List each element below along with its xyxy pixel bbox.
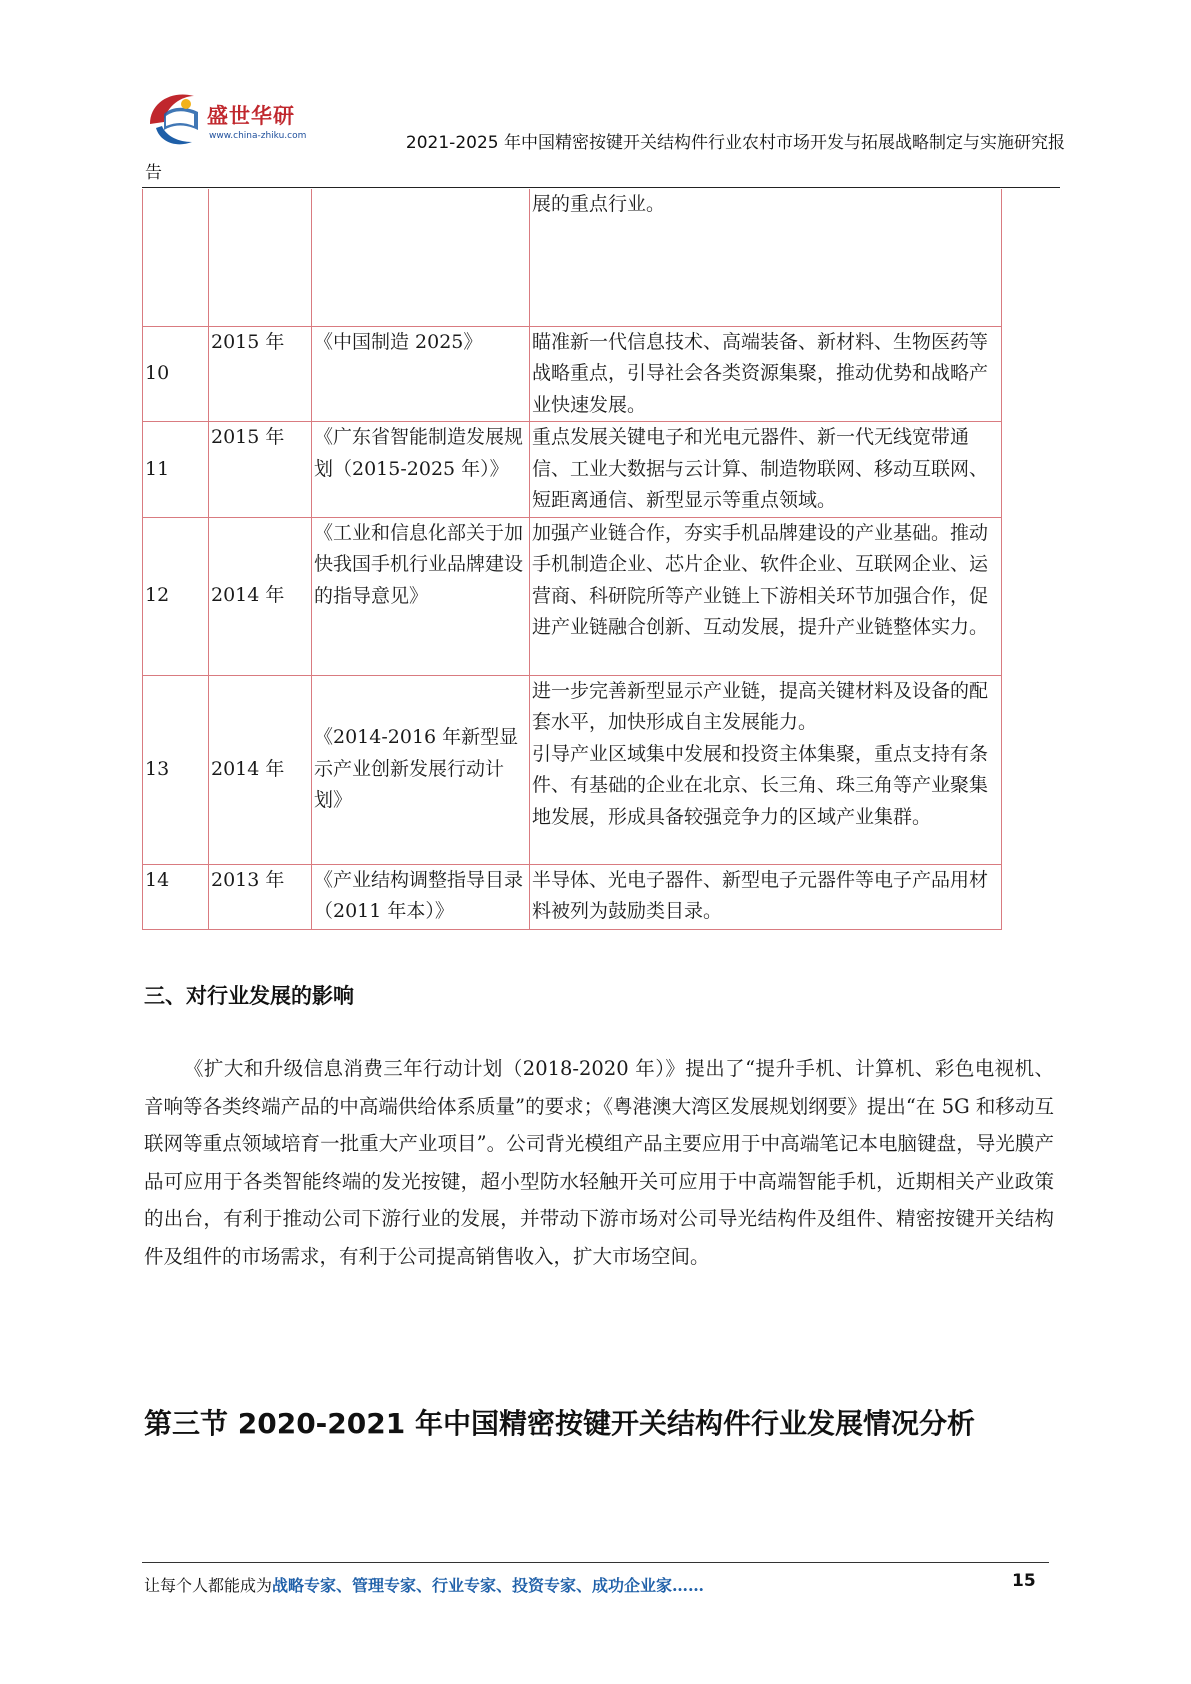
table-cell-year: 2013 年 <box>209 864 312 929</box>
report-title <box>145 128 1065 188</box>
table-cell-year: 2014 年 <box>209 675 312 864</box>
table-row <box>143 326 1002 422</box>
footer-slogan-prefix: 让每个人都能成为 <box>144 1576 273 1595</box>
table-cell-content-text: 展的重点行业。 <box>532 193 666 215</box>
table-cell-no: 13 <box>143 675 209 864</box>
table-cell-content <box>530 189 1002 326</box>
table-cell-name <box>312 189 530 326</box>
table-cell-year: 2014 年 <box>209 517 312 675</box>
table-cell-content <box>530 675 1002 864</box>
chapter-heading: 第三节 2020-2021 年中国精密按键开关结构件行业发展情况分析 <box>144 1407 975 1440</box>
table-cell-name: 《中国制造 2025》 <box>312 326 530 422</box>
table-cell-content <box>530 422 1002 518</box>
table-row <box>143 864 1002 929</box>
logo-name: 盛世华研 <box>207 104 295 128</box>
footer-slogan-highlight: 战略专家、管理专家、行业专家、投资专家、成功企业家 <box>272 1576 673 1595</box>
table-row <box>143 675 1002 864</box>
table-row <box>143 422 1002 518</box>
table-cell-no: 10 <box>143 326 209 422</box>
header-divider <box>142 187 1060 188</box>
table-cell-no: 14 <box>143 864 209 929</box>
table-cell-content-text: 半导体、光电子器件、新型电子元器件等电子产品用材料被列为鼓励类目录。 <box>532 868 989 922</box>
table-cell-no: 11 <box>143 422 209 518</box>
page-number: 15 <box>1012 1571 1036 1591</box>
table-cell-year <box>209 189 312 326</box>
body-paragraph: 《扩大和升级信息消费三年行动计划（2018-2020 年）》提出了“提升手机、计算机、彩色电视机、音响等各类终端产品的中高端供给体系质量”的要求；《粤港澳大湾区发展规划纲要》提出“在 5G 和移动互联网等重点领域培育一批重大产业项目”。公司背光模组产品主要应用于中高端笔记本电脑键盘，导光膜产品可应用于各类智能终端的发光按键，超小型防水轻触开关可应用于中高端智能手机，近期相关产业政策的出台，有利于推动公司下游行业的发展，并带动下游市场对公司导光结构件及组件、精密按键开关结构件及组件的市场需求，有利于公司提高销售收入，扩大市场空间。 <box>144 1057 1054 1268</box>
table-cell-content <box>530 517 1002 675</box>
table-cell-year: 2015 年 <box>209 326 312 422</box>
table-cell-content-text: 重点发展关键电子和光电元器件、新一代无线宽带通信、工业大数据与云计算、制造物联网、移动互联网、短距离通信、新型显示等重点领域。 <box>532 426 989 511</box>
table-cell-content-text: 瞄准新一代信息技术、高端装备、新材料、生物医药等战略重点，引导社会各类资源集聚，推动优势和战略产业快速发展。 <box>532 330 989 416</box>
table-row <box>143 189 1002 326</box>
table-cell-year: 2015 年 <box>209 422 312 518</box>
report-title-line1: 2021-2025 年中国精密按键开关结构件行业农村市场开发与拓展战略制定与实施研究报 <box>405 133 1065 153</box>
footer-slogan-suffix: …… <box>672 1576 705 1595</box>
table-cell-name: 《工业和信息化部关于加快我国手机行业品牌建设的指导意见》 <box>312 517 530 675</box>
footer-divider <box>142 1562 1049 1563</box>
policy-table <box>142 189 1002 930</box>
table-cell-content <box>530 326 1002 422</box>
logo-url: www.china-zhiku.com <box>209 131 307 141</box>
table-cell-name: 《2014-2016 年新型显示产业创新发展行动计划》 <box>312 675 530 864</box>
table-cell-content-text: 进一步完善新型显示产业链，提高关键材料及设备的配套水平，加快形成自主发展能力。 引导产业区域集中发展和投资主体集聚，重点支持有条件、有基础的企业在北京、长三角、珠三角等产业聚集地发展，形成具备较强竞争力的区域产业集群。 <box>532 679 989 828</box>
table-cell-content-text: 加强产业链合作，夯实手机品牌建设的产业基础。推动手机制造企业、芯片企业、软件企业、互联网企业、运营商、科研院所等产业链上下游相关环节加强合作，促进产业链融合创新、互动发展，提升产业链整体实力。 <box>532 521 989 638</box>
report-title-line2: 告 <box>145 163 162 183</box>
table-row <box>143 517 1002 675</box>
section-heading: 三、对行业发展的影响 <box>144 984 354 1008</box>
table-cell-name: 《广东省智能制造发展规划（2015-2025 年）》 <box>312 422 530 518</box>
footer-slogan <box>144 1573 704 1596</box>
table-cell-no <box>143 189 209 326</box>
table-cell-name: 《产业结构调整指导目录（2011 年本）》 <box>312 864 530 929</box>
table-cell-no: 12 <box>143 517 209 675</box>
table-cell-content <box>530 864 1002 929</box>
